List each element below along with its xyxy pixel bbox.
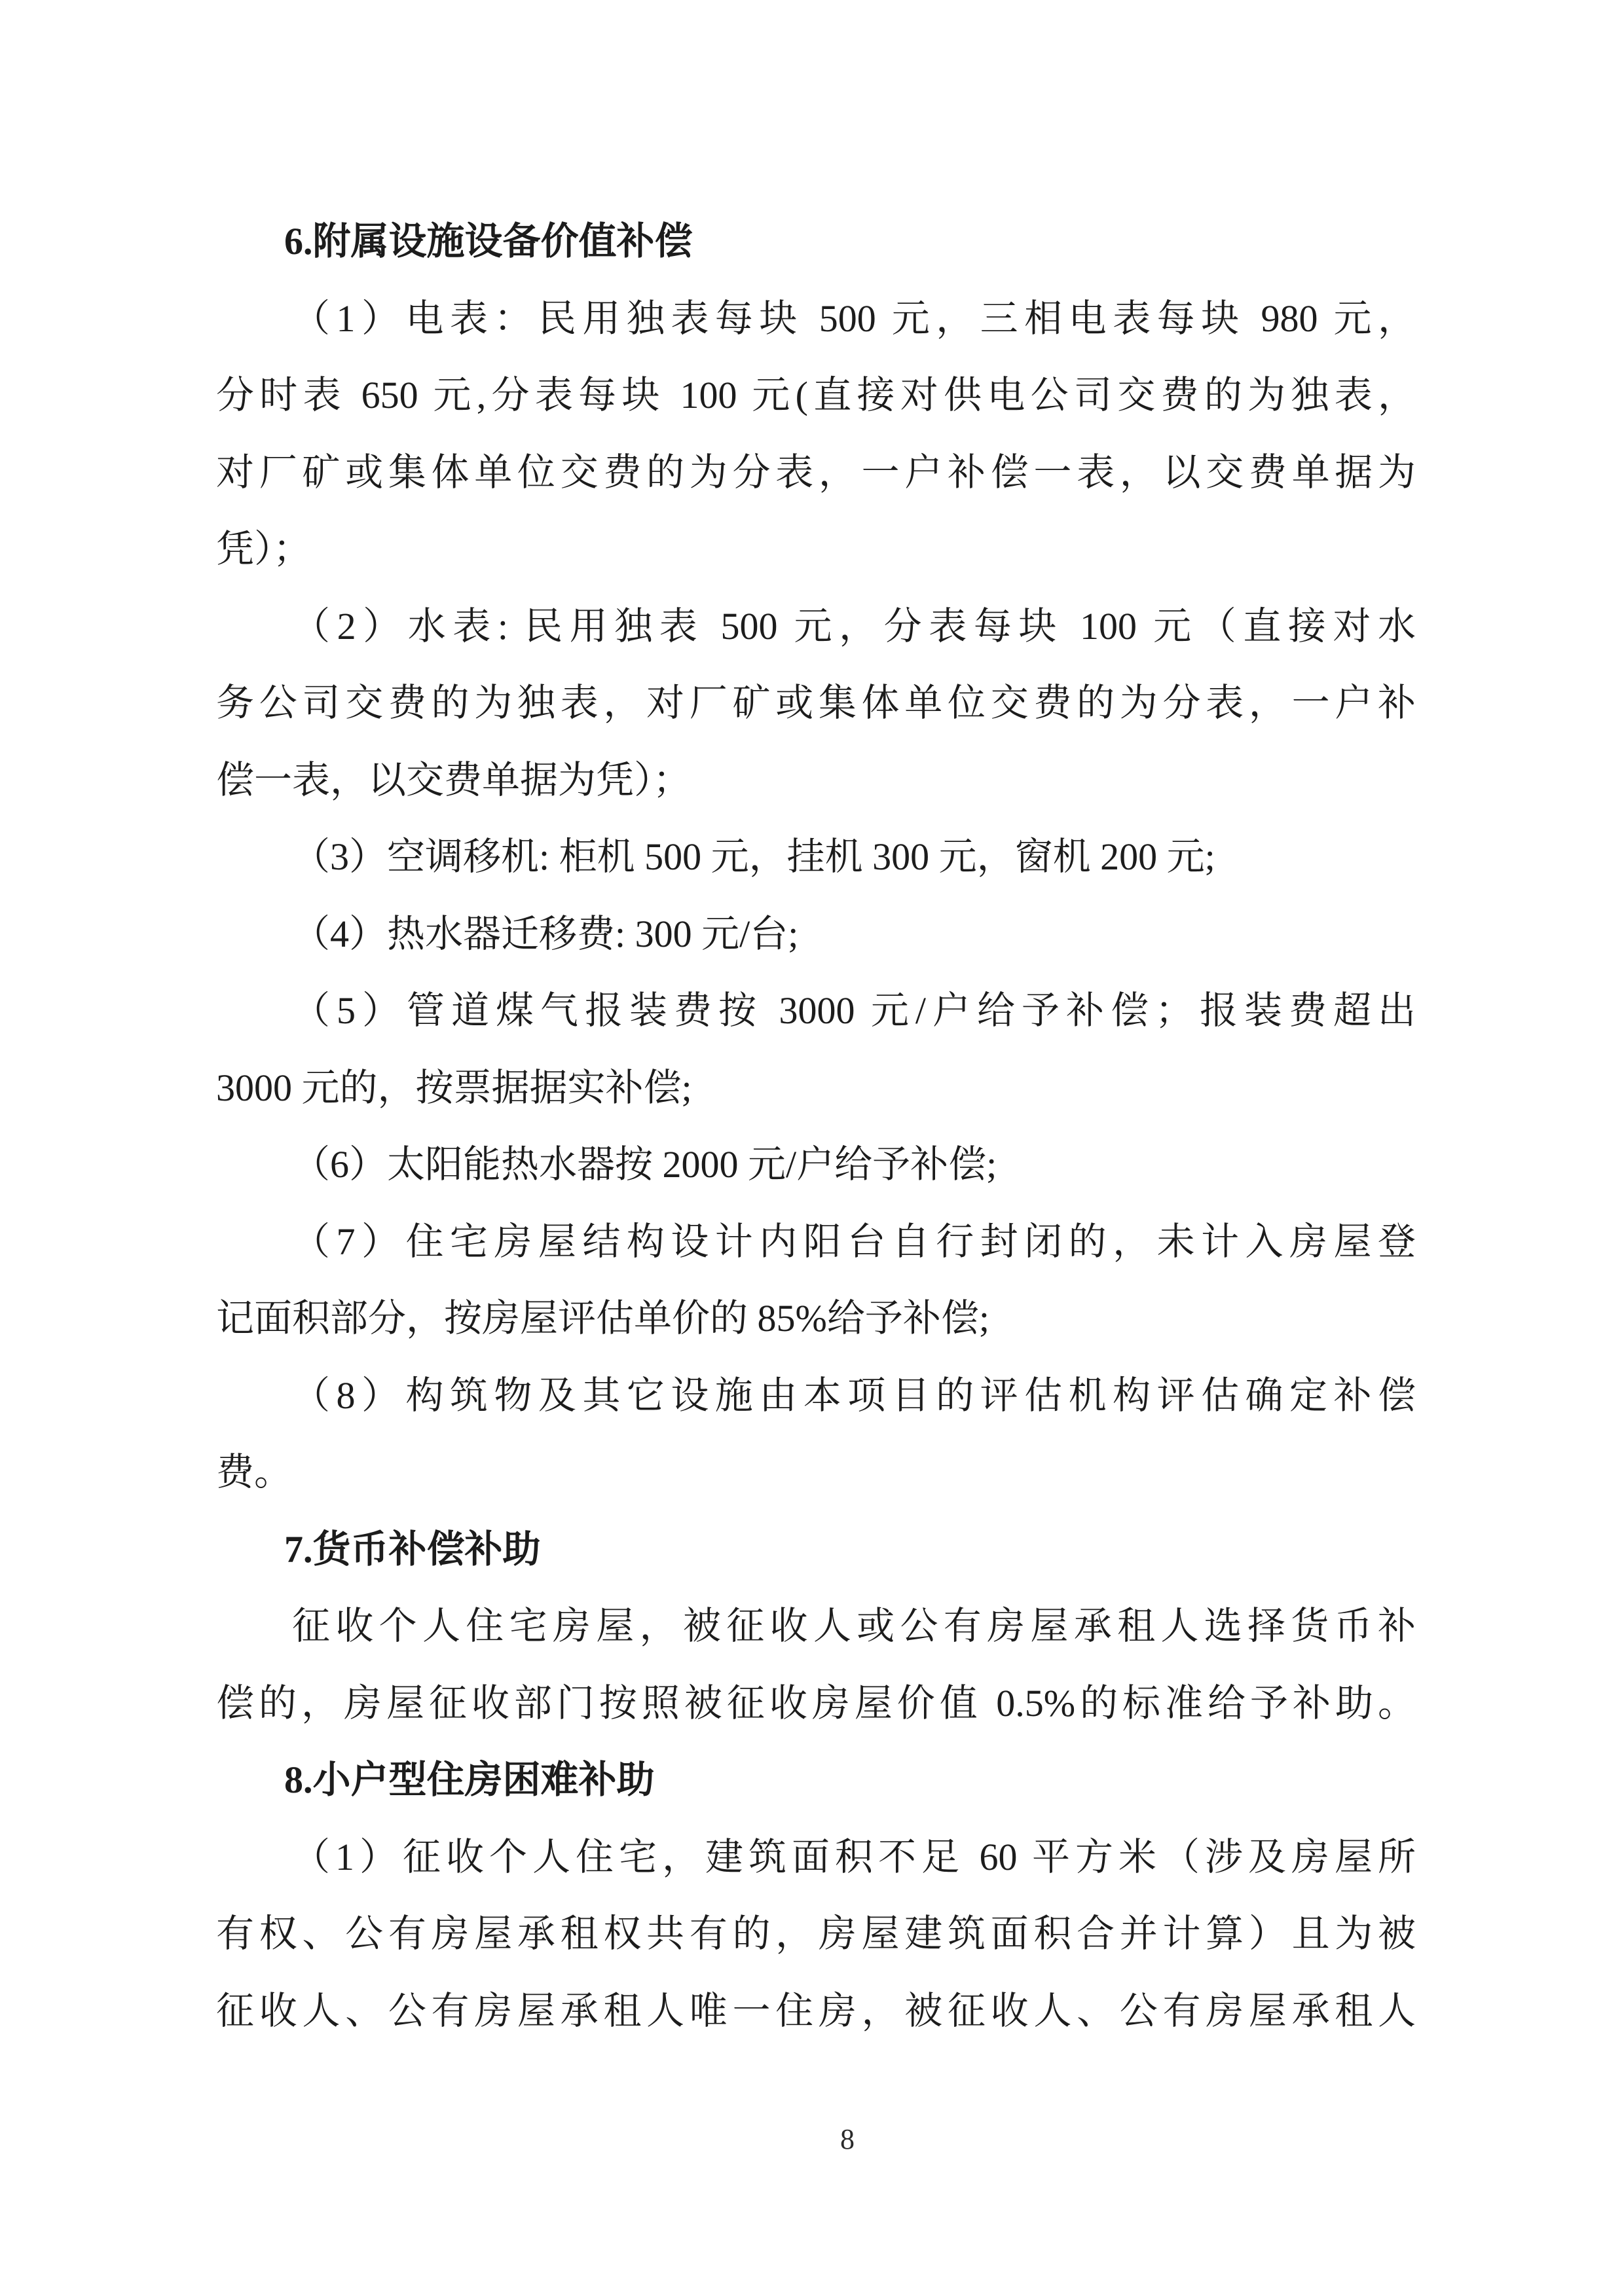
page-number: 8 xyxy=(840,2123,855,2155)
text-line: 征收个人住宅房屋，被征收人或公有房屋承租人选择货币补 xyxy=(292,1605,1416,1647)
text-line: 费。 xyxy=(216,1451,293,1493)
text-line: （7）住宅房屋结构设计内阳台自行封闭的，未计入房屋登 xyxy=(292,1220,1416,1263)
heading-section-8: 8.小户型住房困难补助 xyxy=(284,1758,655,1801)
text-line: （8）构筑物及其它设施由本项目的评估机构评估确定补偿 xyxy=(292,1374,1416,1417)
text-line: （5）管道煤气报装费按 3000 元/户给予补偿；报装费超出 xyxy=(292,989,1416,1032)
document-body xyxy=(216,203,1416,2049)
text-line: 征收人、公有房屋承租人唯一住房，被征收人、公有房屋承租人 xyxy=(216,1989,1416,2032)
text-line: （3）空调移机: 柜机 500 元，挂机 300 元，窗机 200 元; xyxy=(292,835,1215,878)
text-line: 有权、公有房屋承租权共有的，房屋建筑面积合并计算）且为被 xyxy=(216,1912,1416,1955)
text-line: 偿的，房屋征收部门按照被征收房屋价值 0.5%的标准给予补助。 xyxy=(216,1681,1416,1724)
text-line: 分时表 650 元,分表每块 100 元(直接对供电公司交费的为独表， xyxy=(216,374,1416,416)
text-line: 记面积部分，按房屋评估单价的 85%给予补偿; xyxy=(216,1297,989,1339)
text-line: （2）水表: 民用独表 500 元，分表每块 100 元（直接对水 xyxy=(292,604,1416,647)
text-line: 偿一表，以交费单据为凭）； xyxy=(216,758,692,801)
text-line: 3000 元的，按票据据实补偿; xyxy=(216,1066,692,1109)
text-line: （1）电表：民用独表每块 500 元，三相电表每块 980 元， xyxy=(292,297,1416,340)
text-line: （1）征收个人住宅，建筑面积不足 60 平方米（涉及房屋所 xyxy=(292,1835,1416,1878)
heading-section-7: 7.货币补偿补助 xyxy=(284,1527,541,1571)
text-line: 凭）； xyxy=(216,528,312,570)
heading-section-6: 6.附属设施设备价值补偿 xyxy=(284,220,693,263)
text-line: （6）太阳能热水器按 2000 元/户给予补偿; xyxy=(292,1143,997,1186)
text-line: 对厂矿或集体单位交费的为分表，一户补偿一表，以交费单据为 xyxy=(216,450,1416,494)
text-line: （4）热水器迁移费: 300 元/台; xyxy=(292,912,799,955)
text-line: 务公司交费的为独表，对厂矿或集体单位交费的为分表，一户补 xyxy=(216,682,1416,724)
